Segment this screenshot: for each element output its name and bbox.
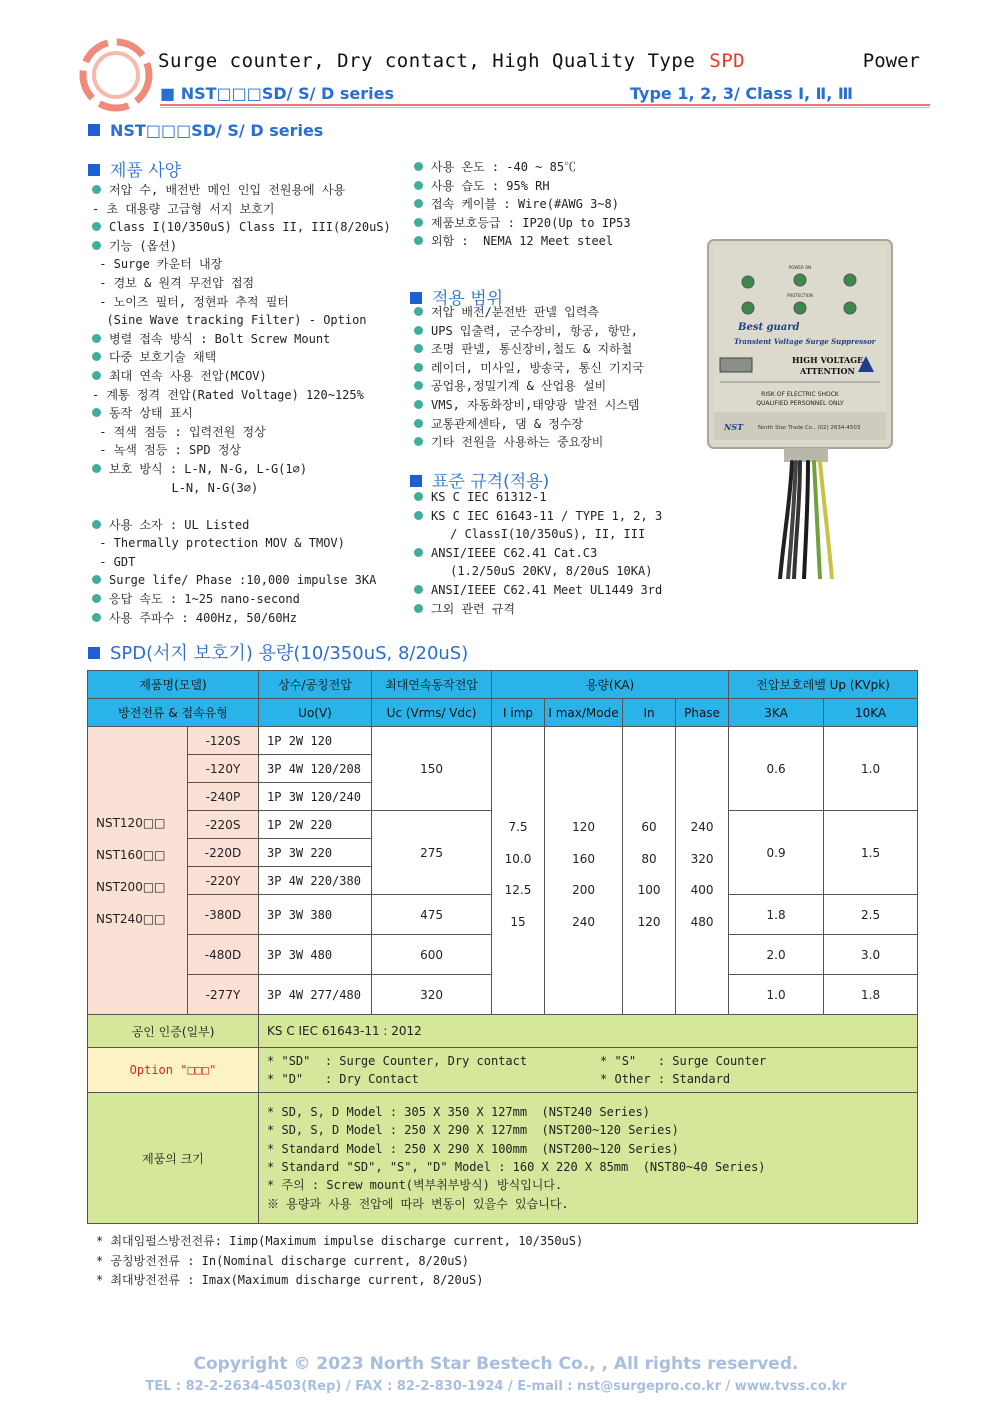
list-item — [92, 330, 391, 349]
photo-lamp-label: POWER ON — [788, 265, 812, 270]
square-bullet-icon — [88, 647, 100, 659]
list-item — [414, 214, 631, 233]
list-item — [414, 544, 662, 563]
table-header-row — [88, 671, 918, 699]
list-item-text: 사용 소자 : UL Listed — [109, 517, 250, 532]
list-item-text: 저압 수, 배전반 메인 인입 전원용에 사용 — [109, 183, 346, 197]
up-3ka-cell: 0.6 — [729, 727, 824, 811]
list-item — [414, 525, 662, 544]
list-item-text: ANSI/IEEE C62.41 Meet UL1449 3rd — [431, 582, 663, 597]
capacity-cell — [676, 727, 729, 1015]
list-item — [92, 423, 391, 442]
size-label: 제품의 크기 — [88, 1093, 259, 1224]
bullet-dot-icon — [92, 185, 101, 194]
size-line: * SD, S, D Model : 305 X 350 X 127mm (NST240 Series) — [267, 1104, 650, 1119]
list-item-text: 사용 주파수 : 400Hz, 50/60Hz — [109, 610, 298, 625]
iimp-value: 12.5 — [504, 883, 532, 897]
capacity-cell — [623, 727, 676, 1015]
col-header: 3KA — [729, 699, 824, 727]
cert-label: 공인 인증(일부) — [88, 1015, 259, 1048]
list-item-text: - Thermally protection MOV & TMOV) — [92, 536, 345, 551]
list-item — [414, 158, 631, 177]
suffix-cell: -277Y — [188, 975, 259, 1015]
bullet-dot-icon — [414, 400, 423, 409]
bullet-dot-icon — [414, 511, 423, 520]
capacity-cell — [492, 727, 545, 1015]
uc-cell: 320 — [372, 975, 492, 1015]
list-item — [92, 255, 391, 274]
list-item-text: - GDT — [92, 554, 136, 569]
list-item-text: ANSI/IEEE C62.41 Cat.C3 — [431, 545, 598, 560]
up-3ka-cell: 0.9 — [729, 811, 824, 895]
footnote: * 공칭방전전류 : In(Nominal discharge current, 8/20uS) — [96, 1253, 469, 1268]
capacity-table — [87, 670, 918, 1224]
uc-cell: 150 — [372, 727, 492, 811]
list-item — [414, 414, 644, 433]
iimp-value: 10.0 — [504, 851, 532, 866]
uo-cell: 3P 4W 277/480 — [259, 975, 372, 1015]
cert-row — [88, 1015, 918, 1048]
suffix-cell: -220Y — [188, 867, 259, 895]
list-item — [92, 348, 391, 367]
col-header: 방전전류 & 접속유형 — [88, 699, 259, 727]
list-item-text: 공업용,정밀기계 & 산업용 설비 — [431, 379, 607, 394]
list-item-text: 병렬 접속 방식 : Bolt Screw Mount — [109, 331, 331, 346]
contact-line: TEL : 82-2-2634-4503(Rep) / FAX : 82-2-830-1924 / E-mail : nst@surgepro.co.kr / www.tvss.co.kr — [145, 1379, 847, 1394]
list-item-text: 레이더, 미사일, 방송국, 통신 기지국 — [431, 360, 644, 375]
apply-list — [414, 302, 644, 451]
list-item-text: 응답 속도 : 1~25 nano-second — [109, 592, 300, 607]
bullet-dot-icon — [92, 352, 101, 361]
col-header: 10KA — [824, 699, 918, 727]
list-item-text: - 노이즈 필터, 정현파 추적 필터 — [92, 294, 289, 309]
bullet-dot-icon — [92, 464, 101, 473]
capacity-heading: SPD(서지 보호기) 용량(10/350uS, 8/20uS) — [88, 639, 468, 665]
list-item-text: 사용 온도 : -40 ~ 85℃ — [431, 160, 577, 174]
list-item — [92, 386, 391, 405]
list-item-text: 보호 방식 : L-N, N-G, L-G(1∅) — [109, 461, 308, 476]
list-item-text: (Sine Wave tracking Filter) - Option — [92, 313, 367, 328]
series-heading: NST□□□SD/ S/ D series — [88, 121, 323, 140]
imax-value: 160 — [572, 851, 595, 866]
up-10ka-cell: 2.5 — [824, 895, 918, 935]
list-item — [414, 507, 662, 526]
square-bullet-icon — [88, 124, 100, 136]
bullet-dot-icon — [414, 548, 423, 557]
bullet-dot-icon — [414, 218, 423, 227]
col-header: 용량(KA) — [492, 671, 729, 699]
list-item-text: 조명 판넬, 통신장비,철도 & 지하철 — [431, 342, 633, 357]
list-item — [92, 367, 391, 386]
col-header: In — [623, 699, 676, 727]
standards-heading: 표준 규격(적용) — [410, 467, 549, 492]
option-line: * "SD" : Surge Counter, Dry contact — [267, 1054, 528, 1068]
imax-value: 240 — [572, 914, 595, 929]
header-rule-thin — [160, 107, 930, 108]
uo-cell: 3P 3W 380 — [259, 895, 372, 935]
col-header: 상수/공칭전압 — [259, 671, 372, 699]
list-item — [92, 311, 391, 330]
list-item — [414, 339, 644, 358]
option-values — [259, 1048, 918, 1093]
bullet-dot-icon — [414, 307, 423, 316]
list-item-text: - 적색 점등 : 입력전원 정상 — [92, 424, 266, 439]
size-line: * 주의 : Screw mount(벽부취부방식) 방식입니다. — [267, 1178, 563, 1193]
environment-list — [414, 158, 631, 251]
list-item — [92, 497, 391, 516]
col-header: 최대연속동작전압 — [372, 671, 492, 699]
header-type: Type 1, 2, 3/ Class Ⅰ, Ⅱ, Ⅲ — [630, 84, 853, 103]
phase-value: 480 — [690, 914, 714, 929]
list-item — [92, 479, 391, 498]
photo-lamp-label: PROTECTION — [787, 293, 813, 298]
col-header: Uc (Vrms/ Vdc) — [372, 699, 492, 727]
list-item — [414, 376, 644, 395]
list-item-text: Class I(10/350uS) Class II, III(8/20uS) — [109, 220, 391, 235]
uc-cell: 475 — [372, 895, 492, 935]
option-line: * "S" : Surge Counter — [600, 1054, 767, 1068]
bullet-dot-icon — [414, 326, 423, 335]
photo-risk-2: QUALIFIED PERSONNEL ONLY — [756, 400, 844, 407]
bullet-dot-icon — [92, 408, 101, 417]
model-name: NST240□□ — [96, 911, 166, 926]
list-item-text: KS C IEC 61643-11 / TYPE 1, 2, 3 — [431, 508, 663, 523]
col-header: 제품명(모델) — [88, 671, 259, 699]
list-item — [414, 177, 631, 196]
bullet-dot-icon — [414, 181, 423, 190]
cert-value: KS C IEC 61643-11 : 2012 — [259, 1015, 918, 1048]
list-item — [92, 590, 391, 609]
bullet-dot-icon — [92, 241, 101, 250]
uo-cell: 1P 3W 120/240 — [259, 783, 372, 811]
list-item-text: 접속 케이블 : Wire(#AWG 3~8) — [431, 197, 620, 212]
photo-maker: North Star Trade Co., (02) 2634-4503 — [758, 425, 861, 431]
size-row — [88, 1093, 918, 1224]
list-item — [414, 600, 662, 619]
list-item — [92, 237, 391, 256]
list-item — [92, 553, 391, 572]
list-item — [92, 181, 391, 200]
col-header: Phase — [676, 699, 729, 727]
bullet-dot-icon — [414, 363, 423, 372]
model-cell — [88, 727, 188, 1015]
list-item — [414, 395, 644, 414]
list-item-text: VMS, 자동화장비,태양광 발전 시스템 — [431, 397, 640, 412]
list-item — [414, 302, 644, 321]
suffix-cell: -380D — [188, 895, 259, 935]
uc-cell: 275 — [372, 811, 492, 895]
bullet-dot-icon — [414, 236, 423, 245]
bullet-dot-icon — [414, 199, 423, 208]
in-value: 80 — [641, 851, 657, 866]
copyright: Copyright © 2023 North Star Bestech Co., , All rights reserved. — [193, 1354, 799, 1374]
list-item — [414, 562, 662, 581]
in-value: 60 — [641, 820, 657, 834]
list-item — [414, 581, 662, 600]
bullet-dot-icon — [414, 492, 423, 501]
photo-logo: NST — [724, 422, 744, 432]
option-row — [88, 1048, 918, 1093]
bullet-dot-icon — [92, 520, 101, 529]
uo-cell: 1P 2W 220 — [259, 811, 372, 839]
imax-value: 200 — [572, 883, 595, 897]
list-item — [92, 404, 391, 423]
list-item-text: L-N, N-G(3∅) — [92, 480, 259, 495]
company-logo — [74, 38, 158, 112]
size-values — [259, 1093, 918, 1224]
list-item — [414, 488, 662, 507]
bullet-dot-icon — [414, 381, 423, 390]
list-item — [92, 516, 391, 535]
list-item-text: - Surge 카운터 내장 — [92, 257, 223, 272]
list-item-text: 다중 보호기술 채택 — [109, 350, 217, 365]
spec-heading: 제품 사양 — [88, 156, 181, 181]
suffix-cell: -120Y — [188, 755, 259, 783]
size-line: ※ 용량과 사용 전압에 따라 변동이 있을수 있습니다. — [267, 1196, 569, 1211]
bullet-dot-icon — [414, 162, 423, 171]
footnote: * 최대임펄스방전전류: Iimp(Maximum impulse discharge current, 10/350uS) — [96, 1234, 584, 1248]
list-item — [92, 460, 391, 479]
bullet-dot-icon — [92, 575, 101, 584]
list-item-text: 외함 : NEMA 12 Meet steel — [431, 234, 614, 249]
list-item — [414, 232, 631, 251]
bullet-dot-icon — [92, 613, 101, 622]
uo-cell: 3P 4W 220/380 — [259, 867, 372, 895]
size-line: * Standard Model : 250 X 290 X 100mm (NST200~120 Series) — [267, 1141, 679, 1156]
list-item-text: - 녹색 점등 : SPD 정상 — [92, 443, 242, 458]
list-item-text: 기타 전원을 사용하는 중요장비 — [431, 435, 604, 450]
list-item — [414, 195, 631, 214]
size-line: * Standard "SD", "S", "D" Model : 160 X 220 X 85mm (NST80~40 Series) — [267, 1160, 766, 1174]
imax-value: 120 — [572, 820, 595, 834]
table-header-row — [88, 699, 918, 727]
model-name: NST120□□ — [96, 815, 166, 830]
table-row — [88, 727, 918, 755]
uo-cell: 1P 2W 120 — [259, 727, 372, 755]
list-item — [414, 358, 644, 377]
in-value: 120 — [637, 914, 661, 929]
bullet-dot-icon — [92, 371, 101, 380]
bullet-dot-icon — [92, 594, 101, 603]
list-item-text: KS C IEC 61312-1 — [431, 490, 547, 504]
list-item — [92, 441, 391, 460]
bullet-dot-icon — [414, 437, 423, 446]
title-accent: SPD — [709, 50, 746, 72]
spec-list — [92, 181, 391, 627]
bullet-dot-icon — [414, 585, 423, 594]
uo-cell: 3P 3W 480 — [259, 935, 372, 975]
option-line: * "D" : Dry Contact — [267, 1072, 419, 1086]
bullet-dot-icon — [92, 334, 101, 343]
list-item-text: 제품보호등급 : IP20(Up to IP53 — [431, 215, 631, 230]
option-line: * Other : Standard — [600, 1072, 731, 1086]
list-item — [92, 571, 391, 590]
in-value: 100 — [637, 883, 661, 897]
list-item-text: - 계통 정격 전압(Rated Voltage) 120~125% — [92, 387, 364, 402]
list-item-text: 저압 배전/분전반 판넬 입력측 — [431, 305, 600, 319]
suffix-cell: -220D — [188, 839, 259, 867]
col-header: 전압보호레벨 Up (KVpk) — [729, 671, 918, 699]
phase-value: 240 — [690, 820, 714, 834]
list-item-text: 사용 습도 : 95% RH — [431, 178, 550, 193]
list-item — [92, 218, 391, 237]
col-header: I imp — [492, 699, 545, 727]
list-item-text: 기능 (옵션) — [109, 238, 178, 253]
apply-heading: 적용 범위 — [410, 284, 503, 309]
iimp-value: 15 — [510, 914, 526, 929]
uo-cell: 3P 3W 220 — [259, 839, 372, 867]
photo-subtitle: Transient Voltage Surge Suppressor — [734, 337, 876, 346]
up-3ka-cell: 1.8 — [729, 895, 824, 935]
capacity-cell — [545, 727, 623, 1015]
list-item-text: 교통관제센타, 댐 & 정수장 — [431, 416, 584, 431]
list-item-text: 그외 관련 규격 — [431, 601, 516, 616]
phase-value: 400 — [690, 883, 714, 897]
suffix-cell: -480D — [188, 935, 259, 975]
header-rule — [160, 104, 930, 106]
list-item-text: 동작 상태 표시 — [109, 406, 194, 421]
up-10ka-cell: 1.0 — [824, 727, 918, 811]
model-name: NST200□□ — [96, 879, 166, 894]
uc-cell: 600 — [372, 935, 492, 975]
iimp-value: 7.5 — [508, 820, 528, 834]
list-item-text: / ClassI(10/350uS), II, III — [414, 527, 646, 542]
list-item-text: UPS 입출력, 군수장비, 항공, 항만, — [431, 323, 638, 338]
up-10ka-cell: 1.5 — [824, 811, 918, 895]
photo-risk: RISK OF ELECTRIC SHOCK — [761, 391, 839, 398]
list-item — [92, 293, 391, 312]
suffix-cell: -120S — [188, 727, 259, 755]
footnote: * 최대방전전류 : Imax(Maximum discharge current, 8/20uS) — [96, 1273, 484, 1287]
col-header: Uo(V) — [259, 699, 372, 727]
size-line: * SD, S, D Model : 250 X 290 X 127mm (NST200~120 Series) — [267, 1123, 679, 1138]
footnotes — [96, 1232, 583, 1291]
header-power: Power — [862, 50, 920, 72]
list-item — [92, 534, 391, 553]
list-item-text: 최대 연속 사용 전압(MCOV) — [109, 368, 267, 383]
phase-value: 320 — [690, 851, 714, 866]
model-name: NST160□□ — [96, 847, 166, 862]
col-header: I max/Mode — [545, 699, 623, 727]
list-item-text: Surge life/ Phase :10,000 impulse 3KA — [109, 573, 377, 588]
bullet-dot-icon — [92, 222, 101, 231]
document-title: Surge counter, Dry contact, High Quality Type SPD — [158, 50, 746, 72]
uo-cell: 3P 4W 120/208 — [259, 755, 372, 783]
up-3ka-cell: 1.0 — [729, 975, 824, 1015]
bullet-dot-icon — [414, 344, 423, 353]
list-item — [414, 432, 644, 451]
up-10ka-cell: 3.0 — [824, 935, 918, 975]
product-photo — [700, 234, 896, 579]
photo-warning-2: ATTENTION — [800, 366, 855, 376]
up-3ka-cell: 2.0 — [729, 935, 824, 975]
header-series: ■ NST□□□SD/ S/ D series — [160, 84, 394, 103]
list-item-text: - 경보 & 원격 무전압 접점 — [92, 275, 255, 290]
option-label: Option "□□□" — [88, 1048, 259, 1093]
bullet-dot-icon — [414, 419, 423, 428]
list-item — [414, 321, 644, 340]
standards-list — [414, 488, 662, 618]
bullet-dot-icon — [414, 604, 423, 613]
square-bullet-icon — [88, 164, 100, 176]
suffix-cell: -240P — [188, 783, 259, 811]
suffix-cell: -220S — [188, 811, 259, 839]
square-bullet-icon — [410, 475, 422, 487]
up-10ka-cell: 1.8 — [824, 975, 918, 1015]
photo-brand: Best guard — [738, 322, 800, 333]
list-item — [92, 609, 391, 628]
photo-warning: HIGH VOLTAGE — [792, 355, 864, 365]
list-item — [92, 200, 391, 219]
list-item — [92, 274, 391, 293]
list-item-text: (1.2/50uS 20KV, 8/20uS 10KA) — [414, 564, 653, 579]
list-item-text: - 초 대용량 고급형 서지 보호기 — [92, 201, 275, 216]
